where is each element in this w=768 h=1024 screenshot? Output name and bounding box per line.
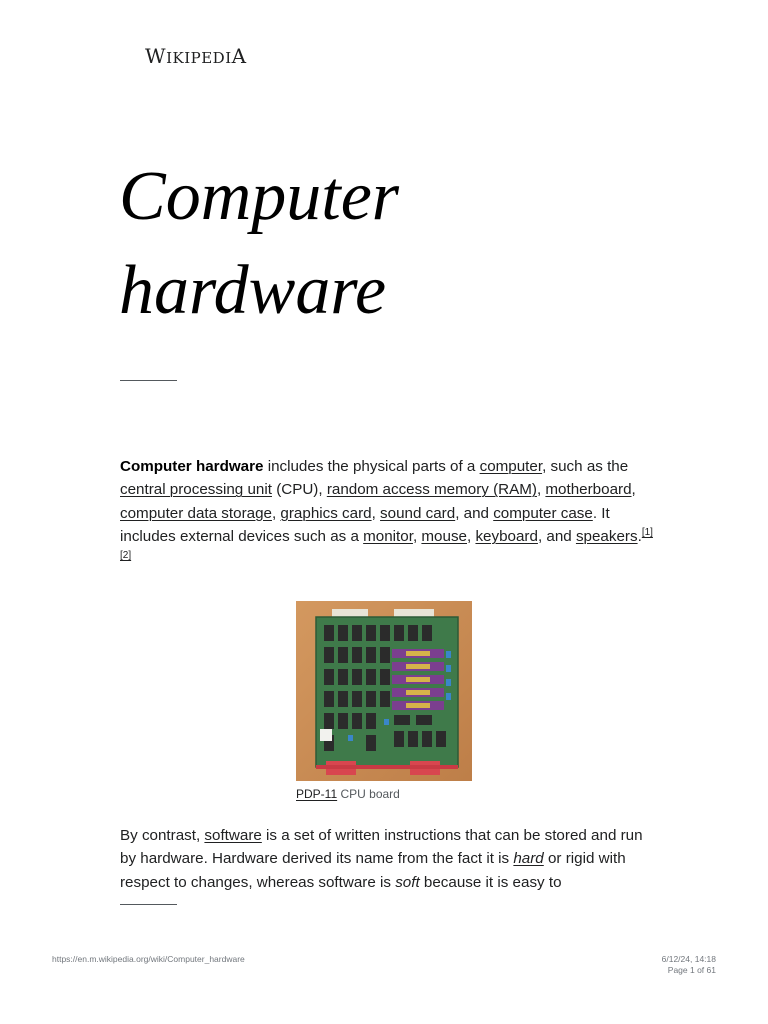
wikipedia-wordmark[interactable] <box>145 44 247 68</box>
contrast-text: or rigid with respect to changes, whereas software is <box>120 850 626 891</box>
link-hard[interactable]: hard <box>513 850 544 868</box>
figure-caption <box>296 787 472 801</box>
wordmark-w: W <box>145 44 167 68</box>
link-ram[interactable]: random access memory (RAM) <box>326 481 537 499</box>
page-title-line1: Computer <box>119 158 399 235</box>
page-number: Page 1 of 61 <box>667 965 716 975</box>
link-sound-card[interactable]: sound card <box>380 504 456 522</box>
board-bottom-edge <box>316 765 458 769</box>
contrast-text: is a set of written instructions that can be stored and run by hardware. Hardware derived its name from the fact it is <box>120 827 643 868</box>
link-computer[interactable]: computer <box>479 458 543 475</box>
contrast-text: because it is easy to <box>419 873 562 891</box>
section-divider <box>120 904 177 905</box>
lead-text: . It includes external devices such as a <box>120 504 610 545</box>
lead-text: , and <box>537 527 576 545</box>
lead-text: , <box>536 481 546 499</box>
wordmark-middle: IKIPEDI <box>166 49 232 67</box>
link-mouse[interactable]: mouse <box>421 527 467 545</box>
print-footer-meta <box>662 954 716 976</box>
print-footer-url: https://en.m.wikipedia.org/wiki/Computer_hardware <box>52 954 245 964</box>
link-software[interactable]: software <box>204 827 262 844</box>
lead-bold-term: Computer hardware <box>120 458 264 475</box>
link-speakers[interactable]: speakers <box>575 527 638 545</box>
figure-pdp11 <box>296 601 472 801</box>
link-pdp-11[interactable]: PDP-11 <box>296 787 338 801</box>
print-datetime: 6/12/24, 14:18 <box>661 954 716 964</box>
soft-emphasis: soft <box>395 873 420 891</box>
lead-text: , <box>467 527 476 545</box>
wordmark-a: A <box>231 44 247 68</box>
lead-text: . <box>637 527 642 545</box>
contrast-text: By contrast, <box>120 827 205 844</box>
title-divider <box>120 380 177 381</box>
contrast-paragraph <box>120 824 660 894</box>
link-monitor[interactable]: monitor <box>363 527 413 545</box>
lead-text: , such as the <box>542 458 629 475</box>
link-cpu[interactable]: central processing unit <box>120 481 272 499</box>
lead-text: , <box>631 481 636 499</box>
reference-1[interactable] <box>642 527 653 538</box>
lead-text: , <box>371 504 381 522</box>
lead-text: , <box>271 504 281 522</box>
lead-text: includes the physical parts of a <box>263 458 480 475</box>
white-component <box>320 729 332 741</box>
reference-2[interactable] <box>120 550 131 561</box>
page-title <box>119 150 399 338</box>
link-motherboard[interactable]: motherboard <box>545 481 632 499</box>
link-computer-case[interactable]: computer case <box>493 504 593 522</box>
caption-text: CPU board <box>337 787 400 801</box>
link-keyboard[interactable]: keyboard <box>475 527 538 545</box>
link-graphics-card[interactable]: graphics card <box>280 504 372 522</box>
lead-text: , and <box>455 504 494 522</box>
reference-1-link[interactable]: [1] <box>641 526 653 538</box>
page-title-line2: hardware <box>119 252 387 329</box>
lead-text: , <box>412 527 422 545</box>
cpu-board-image[interactable] <box>296 601 472 781</box>
link-data-storage[interactable]: computer data storage <box>120 504 272 522</box>
lead-text: (CPU), <box>271 481 327 499</box>
lead-paragraph <box>120 455 660 571</box>
reference-2-link[interactable]: [2] <box>120 550 132 562</box>
